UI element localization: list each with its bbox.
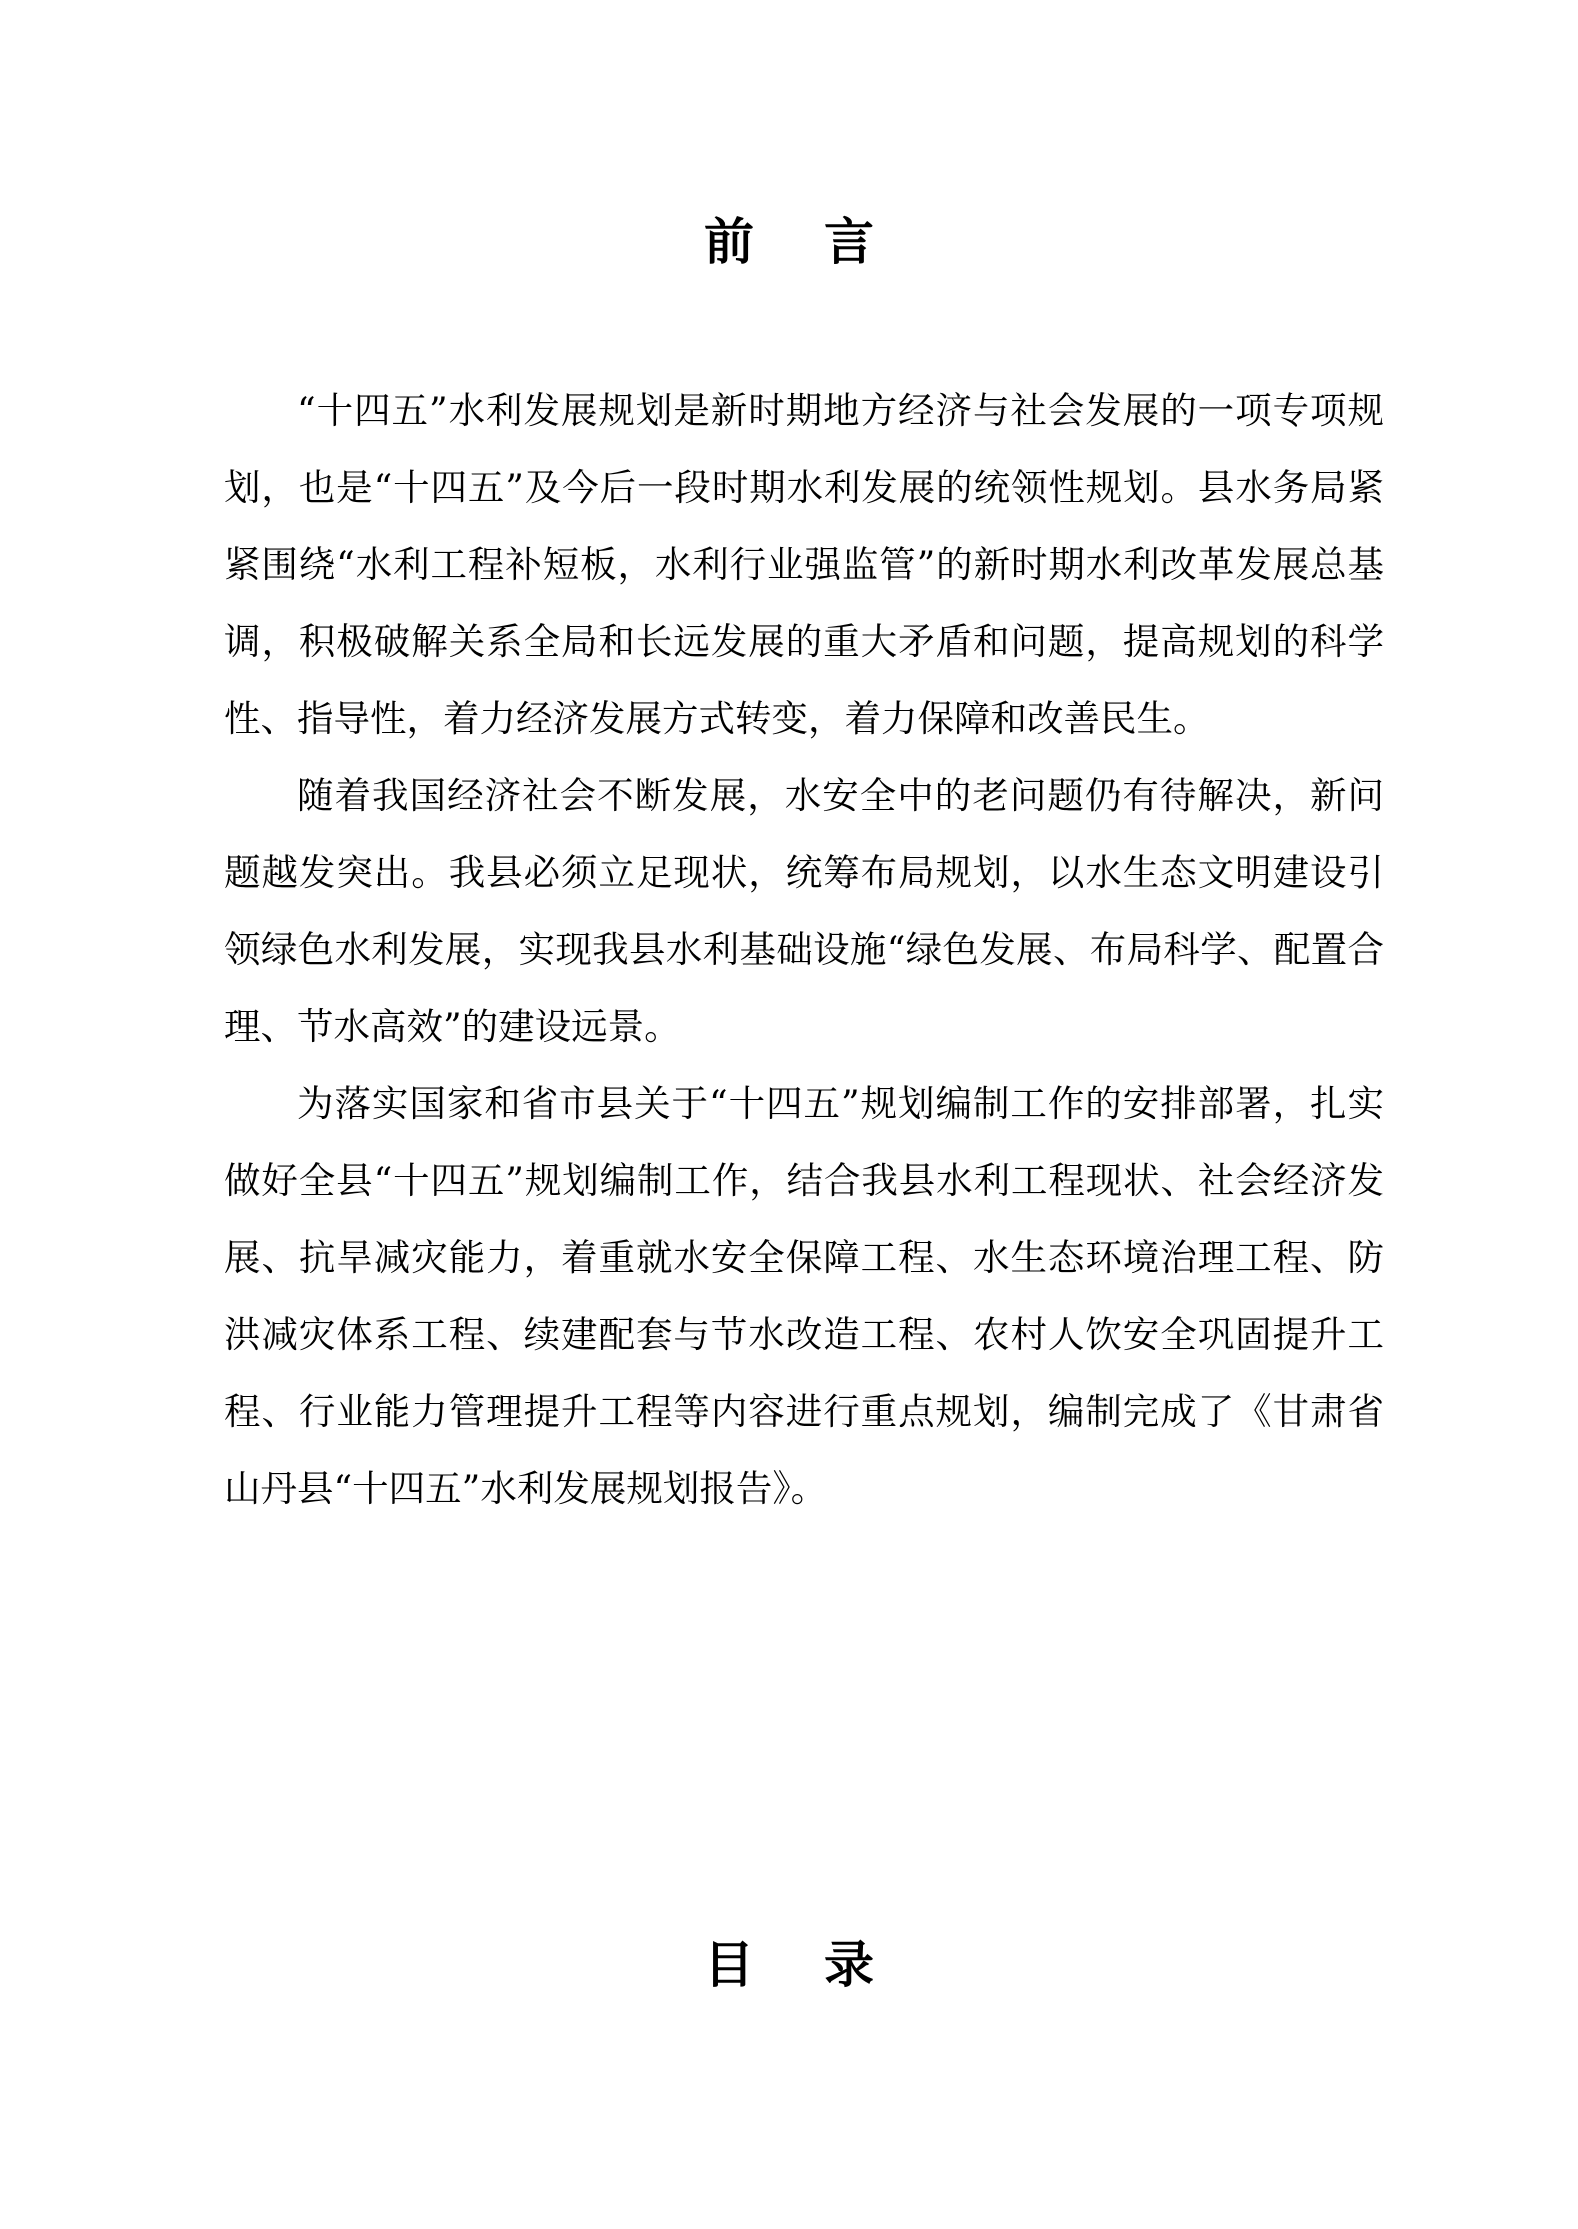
toc-title: 目录 [704, 1936, 944, 1994]
preface-paragraph-3: 为落实国家和省市县关于“十四五”规划编制工作的安排部署，扎实做好全县“十四五”规划编制工作，结合我县水利工程现状、社会经济发展、抗旱减灾能力，着重就水安全保障工程、水生态环境治理工程、防洪减灾体系工程、续建配套与节水改造工程、农村人饮安全巩固提升工程、行业能力管理提升工程等内容进行重点规划，编制完成了《甘肃省山丹县“十四五”水利发展规划报告》。 [224, 1082, 1384, 1510]
preface-body [224, 372, 1384, 1527]
preface-paragraph-2: 随着我国经济社会不断发展，水安全中的老问题仍有待解决，新问题越发突出。我县必须立足现状，统筹布局规划，以水生态文明建设引领绿色水利发展，实现我县水利基础设施“绿色发展、布局科学、配置合理、节水高效”的建设远景。 [224, 774, 1384, 1048]
preface-title: 前言 [704, 213, 944, 271]
preface-paragraph-1: “十四五”水利发展规划是新时期地方经济与社会发展的一项专项规划，也是“十四五”及今后一段时期水利发展的统领性规划。县水务局紧紧围绕“水利工程补短板，水利行业强监管”的新时期水利改革发展总基调，积极破解关系全局和长远发展的重大矛盾和问题，提高规划的科学性、指导性，着力经济发展方式转变，着力保障和改善民生。 [224, 389, 1384, 740]
